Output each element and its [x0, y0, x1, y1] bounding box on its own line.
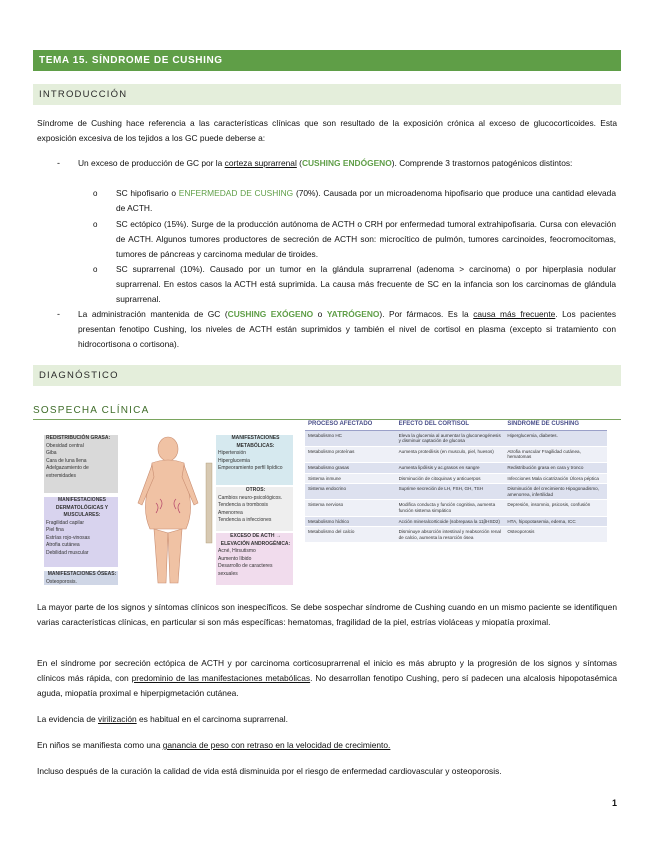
human-body-illustration	[122, 433, 214, 585]
otros-box: OTROS: Cambios neuro-psicológicos. Tendencia a trombosis Amenorrea Tendencia a infecciones	[216, 487, 293, 531]
table-cell: Disminución de citoquinas y anticuerpos	[396, 473, 505, 484]
intro-paragraph: Síndrome de Cushing hace referencia a las características clínicas que son resultado de la exposición crónica al exceso de glucocorticoides. Esta exposición excesiva de los tejidos a los GC puede deberse a:	[37, 118, 617, 143]
table-row	[305, 462, 607, 473]
table-cell: Disminuye absorción intestinal y reabsorción renal de calcio, aumenta la resorción ósea	[396, 527, 505, 543]
table-cell: Metabolismo del calcio	[305, 527, 396, 543]
page-title: TEMA 15. SÍNDROME DE CUSHING	[33, 50, 621, 71]
list-bullet: o	[93, 189, 98, 198]
table-row	[305, 500, 607, 516]
sublist-item-suprarrenal: SC suprarrenal (10%). Causado por un tumor en la glándula suprarrenal (adenoma > carcinoma) o por hiperplasia nodular suprarrenal. En estos casos la ACTH está suprimida. La causa más frecuente de SC en la infancia son los carcinomas de glándula suprarrenal.	[116, 264, 616, 304]
table-cell: Atrofia muscular Fragilidad cutánea, hematomas	[504, 446, 607, 462]
table-cell: Osteoporosis	[504, 527, 607, 543]
page-number: 1	[612, 798, 618, 808]
table-header: PROCESO AFECTADO	[305, 420, 396, 430]
sublist-item-hipofisario: SC hipofisario o ENFERMEDAD DE CUSHING (70%). Causada por un microadenoma hipofisario que produce una cantidad elevada de ACTH.	[116, 188, 616, 213]
table-cell: Modifica conducta y función cognitiva, aumenta función sistema simpático	[396, 500, 505, 516]
list-item-endogeno: Un exceso de producción de GC por la corteza suprarrenal (CUSHING ENDÓGENO). Comprende 3 trastornos patogénicos distintos:	[78, 158, 573, 168]
table-cell: Metabolismo grasas	[305, 462, 396, 473]
list-bullet: o	[93, 265, 98, 274]
table-row	[305, 473, 607, 484]
table-cell: Redistribución grasa en cara y tronco	[504, 462, 607, 473]
list-dash: -	[57, 158, 60, 168]
cushing-figure	[44, 433, 293, 585]
table-header: EFECTO DEL CORTISOL	[396, 420, 505, 430]
table-cell: Hiperglucemia, diabetes.	[504, 430, 607, 446]
table-cell: Metabolismo proteínas	[305, 446, 396, 462]
table-cell: Disminución del crecimiento Hipogonadismo, amenorrea, infertilidad	[504, 484, 607, 500]
table-header-row	[305, 420, 607, 430]
table-row	[305, 516, 607, 527]
subsection-heading-sospecha: SOSPECHA CLÍNICA	[33, 405, 621, 420]
paragraph-curacion: Incluso después de la curación la calidad de vida está disminuida por el riesgo de enfermedad cardiovascular y osteoporosis.	[37, 766, 502, 776]
sublist-item-ectopico: SC ectópico (15%). Surge de la producción autónoma de ACTH o CRH por enfermedad tumoral extrahipofisaria. Cursa con elevación de ACTH. Algunos tumores productores de secreción de ACTH son: microcítico de pulmón, tumores carcinoides, feocromocitomas, tumores de páncreas y carcinoma medular de tiroides.	[116, 219, 616, 259]
table-cell: Sistema endocrino	[305, 484, 396, 500]
section-heading-introduccion: INTRODUCCIÓN	[33, 84, 621, 105]
cortisol-effects-table	[305, 420, 607, 543]
table-row	[305, 446, 607, 462]
table-cell: Metabolismo HC	[305, 430, 396, 446]
oseas-box: MANIFESTACIONES ÓSEAS: Osteoporosis.	[46, 571, 117, 585]
table-row	[305, 484, 607, 500]
acth-box: EXCESO DE ACTH → ELEVACIÓN ANDROGÉNICA: Acné, Hirsutismo Aumento líbido Desarrollo de caracteres sexuales	[216, 533, 293, 585]
table-cell: Depresión, insomnio, psicosis, confusión	[504, 500, 607, 516]
metabolicas-box: MANIFESTACIONES METABÓLICAS: Hipertensión Hiperglucemia Empeoramiento perfil lipídico	[216, 435, 293, 485]
table-cell: Sistema nervioso	[305, 500, 396, 516]
table-cell: Acción mineralcorticoide (sobrepasa la 11βHSD2)	[396, 516, 505, 527]
table-cell: Metabolismo hídrico	[305, 516, 396, 527]
table-row	[305, 527, 607, 543]
table-row	[305, 430, 607, 446]
dermatologicas-box: MANIFESTACIONES DERMATOLÓGICAS Y MUSCULARES: Fragilidad capilar Piel fina Estrías rojo-vinosas Atrofia cutánea Debilidad muscular	[44, 497, 118, 567]
paragraph-virilizacion: La evidencia de virilización es habitual en el carcinoma suprarrenal.	[37, 714, 288, 724]
paragraph-signos: La mayor parte de los signos y síntomas clínicos son inespecíficos. Se debe sospechar síndrome de Cushing cuando en un mismo paciente se identifiquen varias características clínicas, en particular si son más específicas: hematomas, fragilidad de la piel, estrías violáceas y miopatía proximal.	[37, 602, 617, 627]
table-cell: Eleva la glucemia al aumentar la gluconeogénesis y disminuir captación de glucosa	[396, 430, 505, 446]
redistribucion-box: REDISTRIBUCIÓN GRASA: Obesidad central Giba Cara de luna llena Adelgazamiento de extremidades	[44, 435, 118, 493]
table-cell: Aumenta proteólisis (en musculo, piel, huesos)	[396, 446, 505, 462]
table-cell: Infecciones Mala cicatrización Úlcera péptica	[504, 473, 607, 484]
table-cell: HTA, hipopotasemia, edema, ICC	[504, 516, 607, 527]
table-header: SINDROME DE CUSHING	[504, 420, 607, 430]
table-cell: Aumenta lipólisis y ac.grasos en sangre	[396, 462, 505, 473]
paragraph-ninos: En niños se manifiesta como una ganancia de peso con retraso en la velocidad de crecimiento.	[37, 740, 391, 750]
table-cell: Sistema inmune	[305, 473, 396, 484]
list-item-exogeno: La administración mantenida de GC (CUSHING EXÓGENO o YATRÓGENO). Por fármacos. Es la causa más frecuente. Los pacientes presentan fenotipo Cushing, los niveles de ACTH están suprimidos y también el nivel de cortisol en plasma (excepto si tratamiento con hidrocortisona o cortisona).	[78, 309, 617, 349]
list-dash: -	[57, 309, 60, 319]
section-heading-diagnostico: DIAGNÓSTICO	[33, 365, 621, 386]
list-bullet: o	[93, 220, 98, 229]
table-cell: Suprime secreción de LH, FSH, GH, TSH	[396, 484, 505, 500]
paragraph-ectopico: En el síndrome por secreción ectópica de ACTH y por carcinoma corticosuprarrenal el inicio es más abrupto y la progresión de los signos y síntomas clínicos más rápida, con predominio de las manifestaciones metabólicas. No desarrollan fenotipo Cushing, pero sí padecen una alcalosis hipopotasémica aguda, miopatía proximal e hiperpigmetación cutánea.	[37, 658, 617, 698]
